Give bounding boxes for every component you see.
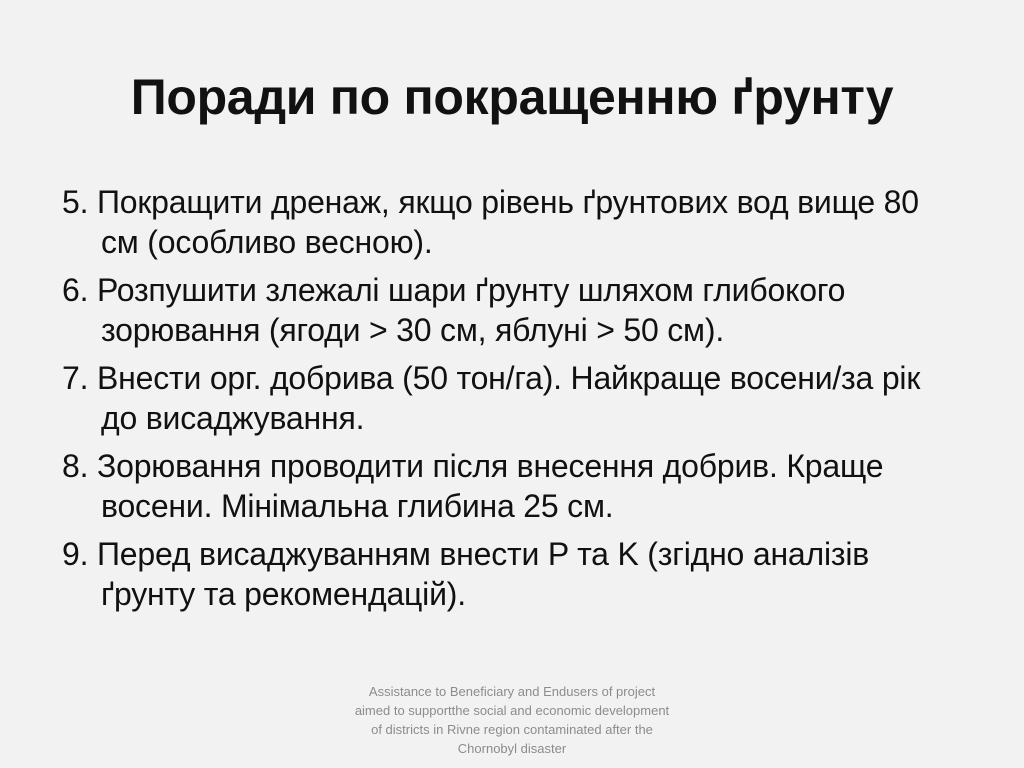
advice-item-9: 9. Перед висаджуванням внести P та K (згідно аналізів ґрунту та рекомендацій). xyxy=(62,536,870,612)
footer-note: Assistance to Beneficiary and Endusers of project aimed to supportthe social and economic development of districts in Rivne region contaminated after the Chornobyl disaster xyxy=(354,684,670,756)
advice-item-6: 6. Розпушити злежалі шари ґрунту шляхом глибокого зорювання (ягоди > 30 см, яблуні > 50 см). xyxy=(62,272,846,348)
advice-item-5: 5. Покращити дренаж, якщо рівень ґрунтових вод вище 80 см (особливо весною). xyxy=(62,184,919,260)
advice-list xyxy=(62,182,962,622)
advice-item-8: 8. Зорювання проводити після внесення добрив. Краще восени. Мінімальна глибина 25 см. xyxy=(62,448,884,524)
slide-title: Поради по покращенню ґрунту xyxy=(130,69,894,125)
advice-item-7: 7. Внести орг. добрива (50 тон/га). Найкраще восени/за рік до висаджування. xyxy=(62,360,921,436)
